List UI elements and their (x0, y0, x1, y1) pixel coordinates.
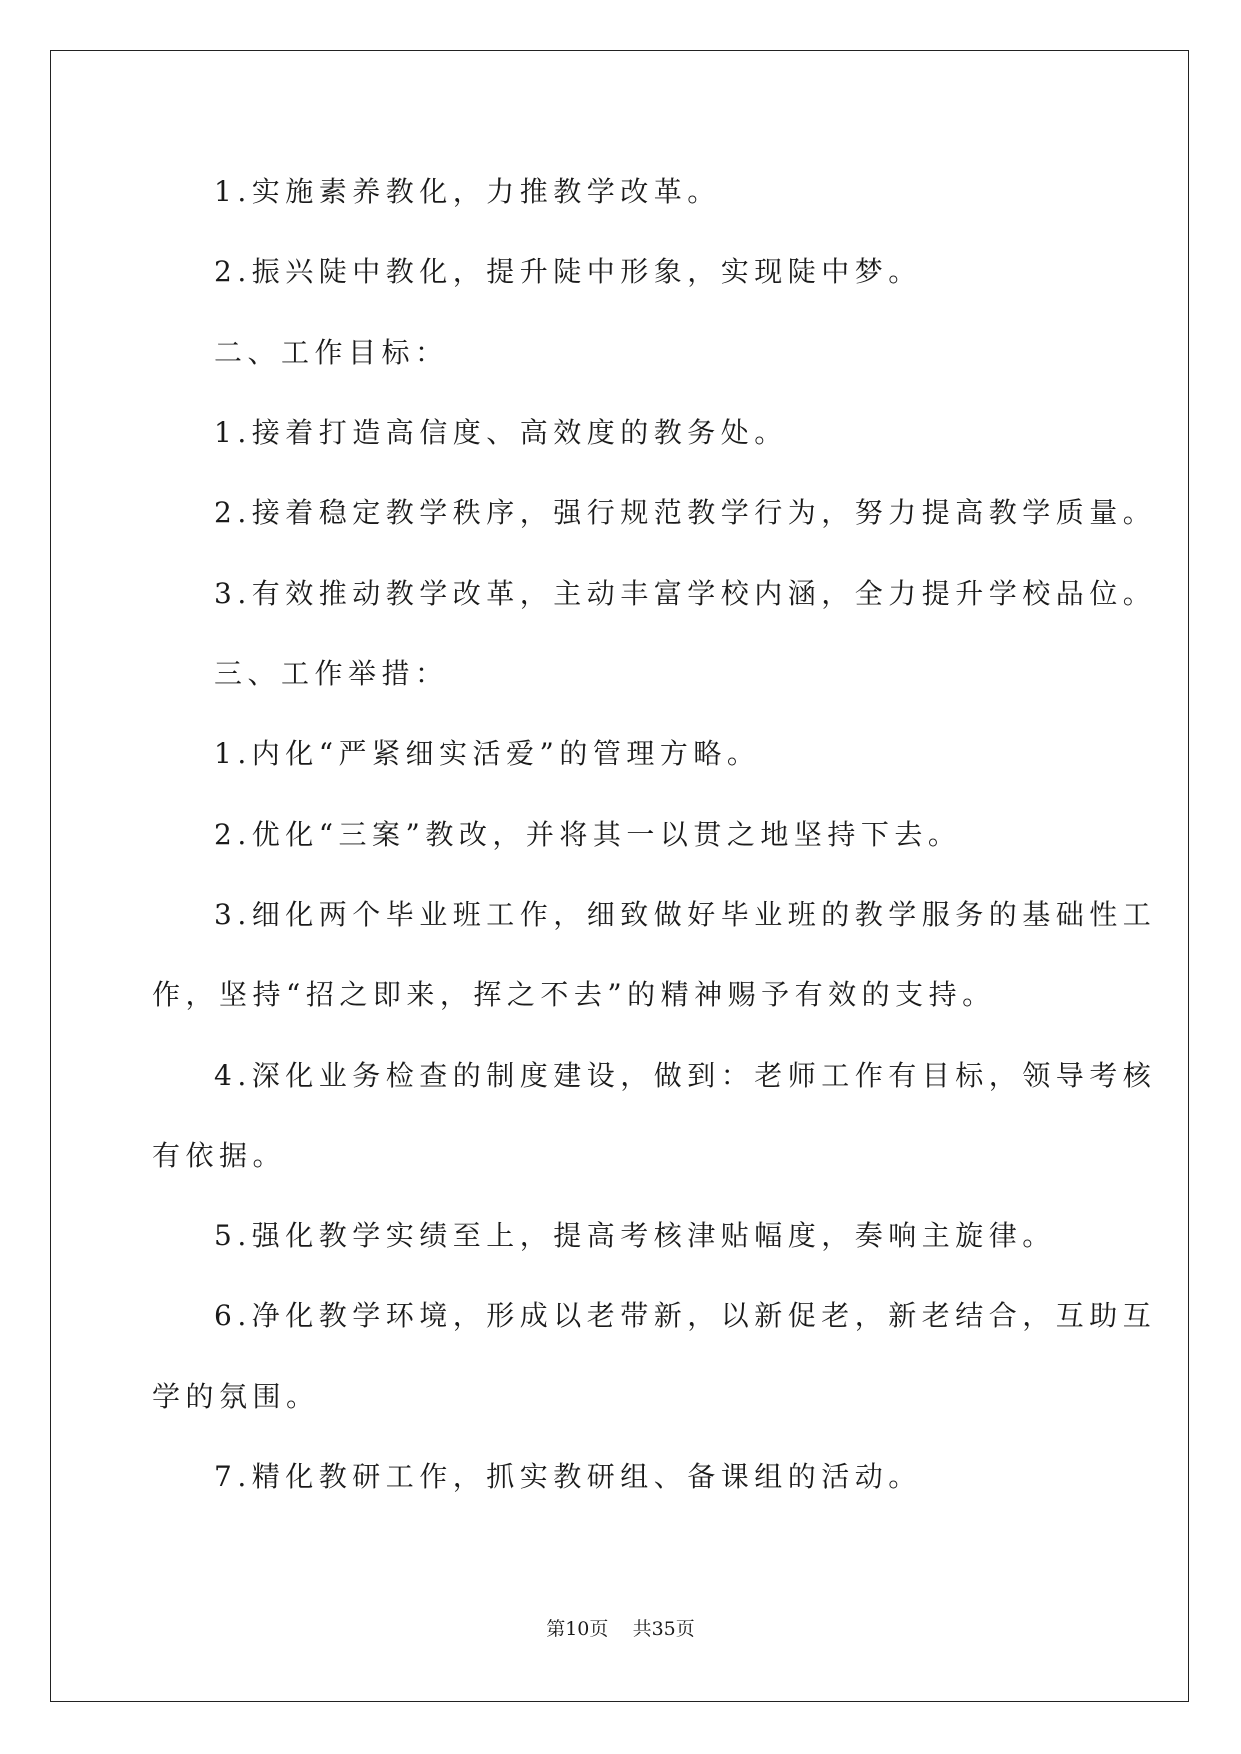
section-heading: 二、工作目标： (214, 336, 449, 369)
paragraph: 5.强化教学实绩至上，提高考核津贴幅度，奏响主旋律。 (214, 1219, 1056, 1252)
page-border (50, 50, 1189, 1702)
page-total: 共35页 (632, 1618, 695, 1640)
paragraph: 3.细化两个毕业班工作，细致做好毕业班的教学服务的基础性工 (214, 898, 1157, 931)
paragraph: 4.深化业务检查的制度建设，做到：老师工作有目标，领导考核 (214, 1059, 1157, 1092)
paragraph: 1.实施素养教化，力推教学改革。 (214, 175, 721, 208)
page-number: 第10页 (546, 1618, 609, 1640)
paragraph: 6.净化教学环境，形成以老带新，以新促老，新老结合，互助互 (214, 1299, 1157, 1332)
paragraph: 3.有效推动教学改革，主动丰富学校内涵，全力提升学校品位。 (214, 577, 1157, 610)
page-footer (0, 1618, 1241, 1640)
paragraph: 2.接着稳定教学秩序，强行规范教学行为，努力提高教学质量。 (214, 496, 1157, 529)
paragraph-continuation: 作，坚持“招之即来，挥之不去”的精神赐予有效的支持。 (152, 978, 996, 1011)
paragraph: 2.优化“三案”教改，并将其一以贯之地坚持下去。 (214, 818, 962, 851)
paragraph: 1.内化“严紧细实活爱”的管理方略。 (214, 737, 761, 770)
paragraph: 1.接着打造高信度、高效度的教务处。 (214, 416, 788, 449)
paragraph-continuation: 有依据。 (152, 1139, 287, 1172)
paragraph: 7.精化教研工作，抓实教研组、备课组的活动。 (214, 1460, 922, 1493)
paragraph-continuation: 学的氛围。 (152, 1380, 320, 1413)
paragraph: 2.振兴陡中教化，提升陡中形象，实现陡中梦。 (214, 255, 922, 288)
section-heading: 三、工作举措： (214, 657, 449, 690)
